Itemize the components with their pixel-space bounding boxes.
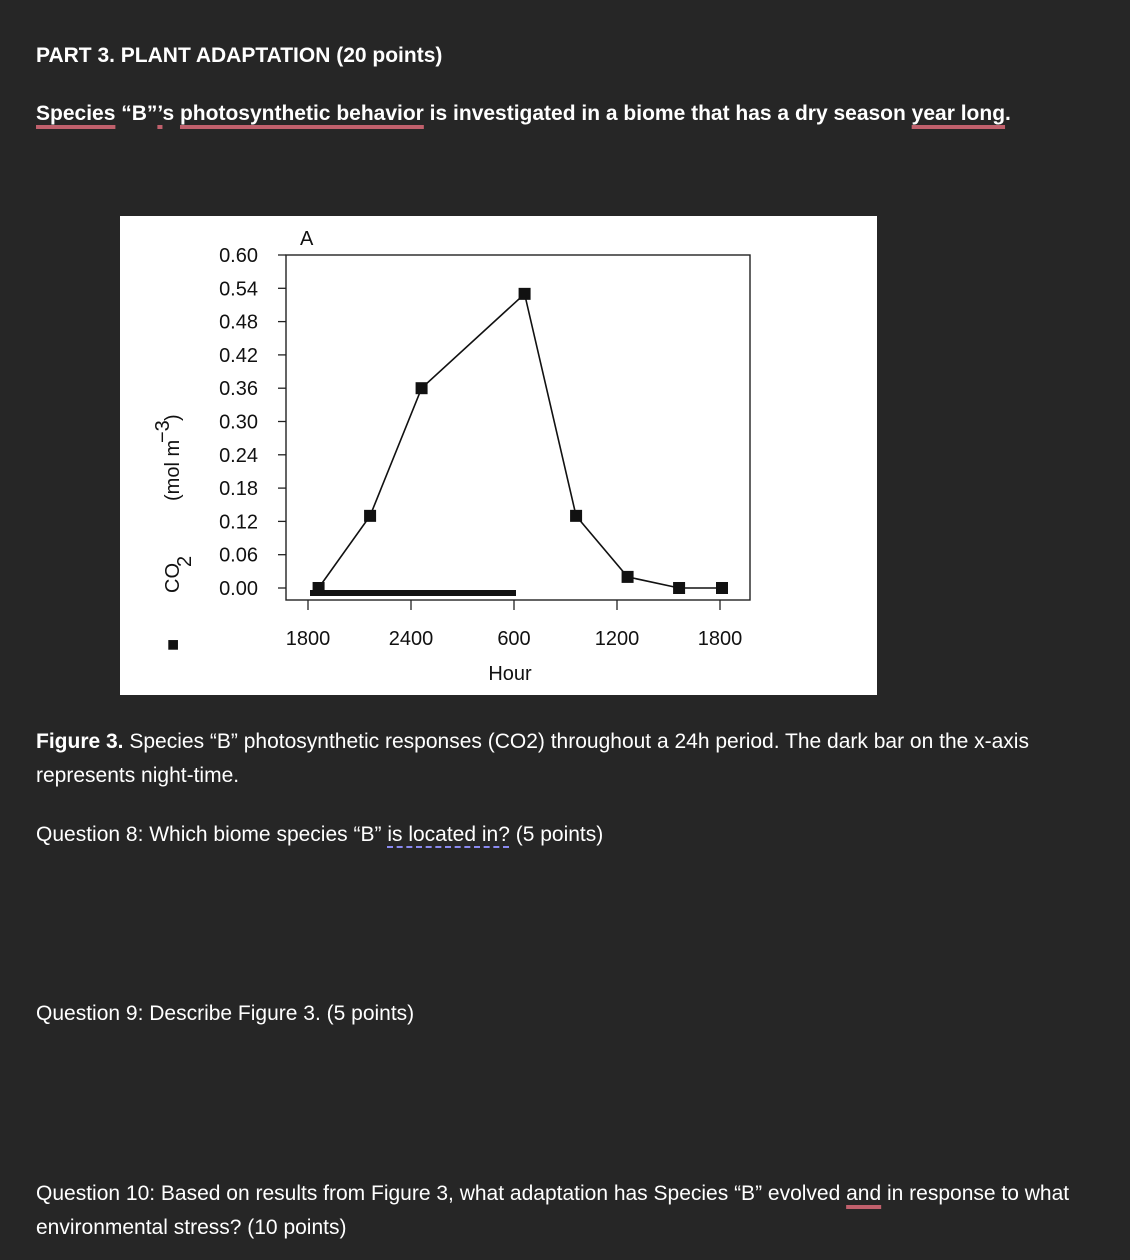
question-9: Question 9: Describe Figure 3. (5 points) (36, 1002, 415, 1025)
data-point-marker (416, 382, 428, 394)
q8-text: Question 8: Which biome species “B” (36, 823, 388, 846)
x-tick-label: 600 (497, 628, 531, 650)
chart-svg (120, 216, 877, 695)
y-tick-label: 0.06 (219, 544, 258, 567)
intro-statement (36, 97, 1011, 131)
y-tick-label: 0.00 (219, 578, 258, 600)
x-axis-ticks (286, 600, 743, 650)
q8-points: (5 points) (509, 823, 604, 846)
panel-label: A (300, 228, 314, 250)
intro-s: s (162, 102, 175, 125)
data-point-marker (716, 582, 728, 594)
intro-period: . (1005, 102, 1011, 125)
q10-and: and (846, 1182, 882, 1205)
y-label-sup: −3 (152, 420, 174, 443)
y-label-close: ) (162, 414, 184, 421)
night-bar (310, 590, 516, 596)
question-8 (36, 818, 603, 852)
y-tick-label: 0.30 (219, 411, 258, 434)
series-line-co2 (319, 294, 722, 588)
figure-caption (36, 725, 1104, 793)
y-tick-label: 0.54 (219, 278, 258, 301)
y-tick-label: 0.48 (219, 311, 258, 334)
intro-word-species: Species (36, 102, 116, 125)
y-tick-label: 0.12 (219, 511, 258, 534)
y-tick-label: 0.24 (219, 444, 258, 467)
data-point-marker (622, 571, 634, 583)
caption-text: Species “B” photosynthetic responses (CO2) throughout a 24h period. The dark bar on the x-axis represents night-time. (36, 730, 1029, 787)
x-tick-label: 1800 (697, 628, 743, 650)
q10-text: Question 10: Based on results from Figure 3, what adaptation has Species “B” evolved (36, 1182, 847, 1205)
y-tick-label: 0.60 (219, 245, 258, 267)
x-tick-label: 1200 (594, 628, 640, 650)
intro-middle: is investigated in a biome that has a dry season (423, 102, 912, 125)
x-tick-label: 1800 (285, 628, 331, 650)
data-point-marker (673, 582, 685, 594)
part-title: PART 3. PLANT ADAPTATION (20 points) (36, 44, 443, 67)
y-label-unit: (mol m (162, 439, 184, 501)
figure-3-chart (120, 216, 877, 695)
data-point-marker (519, 288, 531, 300)
data-point-marker (313, 582, 325, 594)
y-tick-label: 0.18 (219, 478, 258, 501)
y-label-sub: 2 (174, 555, 196, 567)
series-markers (313, 288, 728, 594)
y-tick-label: 0.42 (219, 344, 258, 367)
x-axis-label: Hour (488, 663, 532, 685)
data-point-marker (570, 510, 582, 522)
y-tick-label: 0.36 (219, 378, 258, 401)
q10-points: in response to what environmental stress? (10 points) (36, 1182, 1070, 1239)
q8-link[interactable]: is located in? (387, 823, 510, 846)
y-axis-label (152, 414, 196, 651)
intro-word-b: “B” (115, 102, 158, 125)
data-point-marker (364, 510, 376, 522)
x-tick-label: 2400 (388, 628, 434, 650)
intro-apostrophe: ’ (157, 102, 163, 125)
y-axis-ticks (219, 245, 286, 600)
intro-photosynthetic-behavior: photosynthetic behavior (179, 102, 424, 125)
intro-year-long: year long (911, 102, 1006, 125)
y-label-main: CO (162, 563, 184, 593)
y-legend-square: ■ (162, 638, 184, 651)
question-10 (36, 1177, 1111, 1245)
caption-label: Figure 3. (36, 730, 124, 753)
plot-frame (286, 255, 750, 600)
